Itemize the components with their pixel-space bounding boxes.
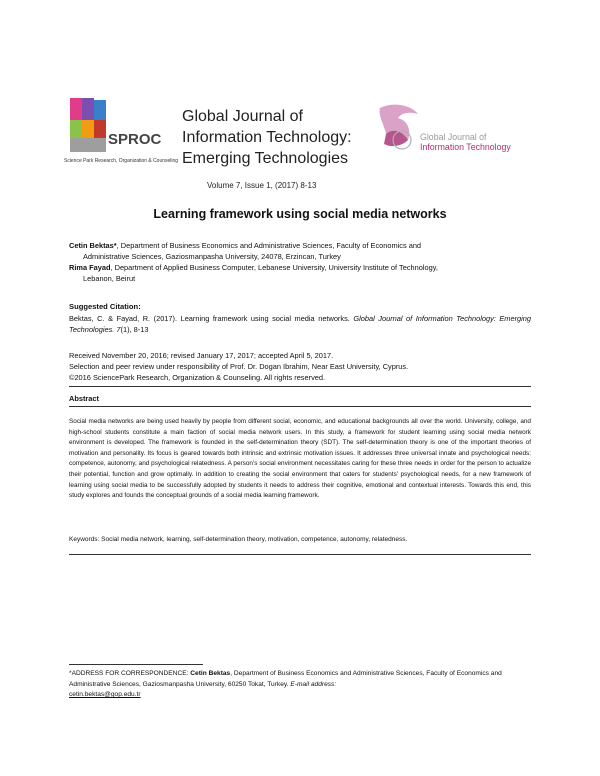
- keywords: Keywords: Social media network, learning, self-determination theory, motivation, competence, autonomy, relatedness.: [69, 536, 408, 543]
- journal-logo: [372, 100, 532, 160]
- sproc-logo: [62, 96, 180, 176]
- footnote-email-label: E-mail address:: [290, 680, 337, 688]
- logo-block-purple: [82, 98, 94, 120]
- citation-text: [69, 313, 531, 335]
- author-2: [69, 262, 529, 273]
- logo-block-pink: [70, 98, 82, 120]
- abstract-heading-rule: [69, 406, 531, 407]
- article-history: [69, 350, 539, 383]
- journal-title-line: Information Technology:: [182, 129, 352, 146]
- author-1-affiliation-cont: Administrative Sciences, Gaziosmanpasha University, 24078, Erzincan, Turkey: [83, 252, 341, 261]
- citation-plain: Bektas, C. & Fayad, R. (2017). Learning framework using social media networks.: [69, 314, 354, 323]
- correspondence-footnote: [69, 669, 531, 701]
- abstract-bottom-rule: [69, 554, 531, 555]
- author-2-affiliation: , Department of Applied Business Computer, Lebanese University, University Institute of Technology,: [110, 263, 438, 272]
- logo-block-gray: [70, 138, 106, 152]
- sproc-caption: Science Park Research, Organization & Counseling: [64, 158, 178, 164]
- author-2-name: Rima Fayad: [69, 263, 111, 272]
- footnote-email-link[interactable]: cetin.bektas@gop.edu.tr: [69, 691, 141, 698]
- author-list: [69, 240, 529, 284]
- journal-title: [182, 106, 372, 169]
- author-1: [69, 240, 529, 251]
- citation-issue: (1), 8-13: [120, 325, 149, 334]
- journal-title-line: Global Journal of: [182, 108, 303, 125]
- logo-block-green: [70, 120, 82, 138]
- sproc-wordmark: SPROC: [108, 131, 162, 148]
- footnote-rule: [69, 664, 203, 665]
- citation-label: Suggested Citation:: [69, 302, 141, 311]
- footnote-address: , Department of Business Economics and Administrative Sciences, Faculty of Economics and Administrative Sciences, Gaziosmanpasha University, 60250 Tokat, Turkey.: [69, 670, 502, 688]
- logo-block-blue: [94, 100, 106, 120]
- abstract-heading: Abstract: [69, 394, 99, 403]
- journal-title-line: Emerging Technologies: [182, 150, 349, 167]
- right-logo-line1: Global Journal of: [420, 132, 487, 142]
- citation-journal: Global Journal of Information Technology: Emerging Technologies. 7: [69, 314, 532, 334]
- logo-block-red: [94, 120, 106, 138]
- author-1-affiliation: , Department of Business Economics and Administrative Sciences, Faculty of Economics and: [116, 241, 422, 250]
- peer-review-note: Selection and peer review under responsibility of Prof. Dr. Dogan Ibrahim, Near East University, Cyprus.: [69, 362, 409, 371]
- footnote-prefix: *ADDRESS FOR CORRESPONDENCE:: [69, 670, 191, 677]
- abstract-top-rule: [69, 386, 531, 387]
- right-logo-line2: Information Technology: [420, 142, 511, 152]
- footnote-name: Cetin Bektas: [190, 670, 231, 677]
- received-dates: Received November 20, 2016; revised January 17, 2017; accepted April 5, 2017.: [69, 351, 334, 360]
- abstract-body: Social media networks are being used heavily by people from different social, economic, and educational backgrounds all over the world. University, college, and high-school students constitute a main faction of social media network users. In this study, a framework for student learning using social media network environment is developed. The framework is founded in the self-determination theory (SDT). The self-determination theory is one of the important theories of motivation and personality. Its focus is geared towards both intrinsic and extrinsic motivation issues. It addresses three universal innate and psychological needs: competence, autonomy, and psychological relatedness. A person’s social environment necessitates caring for these three needs in order for the person to actualize their potential, function and grow optimally. In addition to creating the social environment that caters for students’ psychological needs, for a new framework of learning using social media to be successfully adopted by students it needs to address their cognitive, emotional and contextual interests. Towards this end, this study explores and founds the conceptual grounds of a social media learning framework.: [69, 418, 531, 500]
- paper-title: Learning framework using social media networks: [153, 207, 447, 221]
- copyright-note: ©2016 SciencePark Research, Organization & Counseling. All rights reserved.: [69, 373, 326, 382]
- author-1-name: Cetin Bektas*: [69, 241, 117, 250]
- volume-issue: Volume 7, Issue 1, (2017) 8-13: [207, 181, 317, 190]
- logo-block-orange: [82, 120, 94, 138]
- author-2-affiliation-cont: Lebanon, Beirut: [83, 274, 136, 283]
